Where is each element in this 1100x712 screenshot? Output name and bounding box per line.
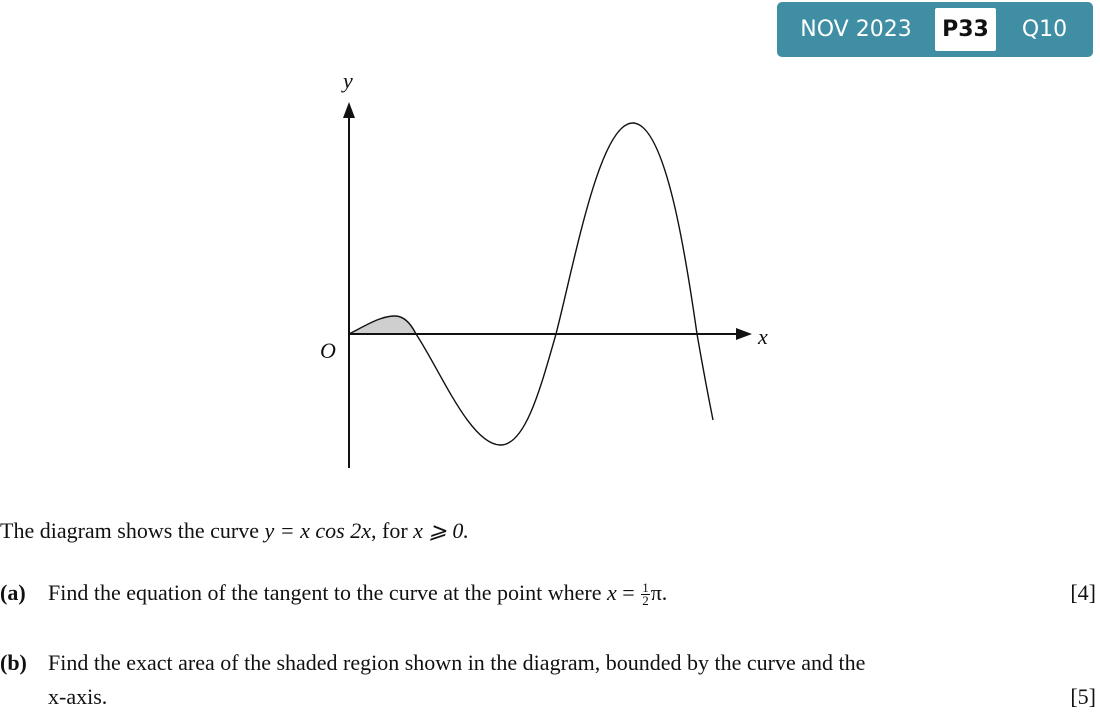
curve-diagram	[0, 60, 800, 480]
part-b-text-2: x-axis.	[48, 684, 108, 709]
question-badge	[777, 2, 1093, 57]
badge-session: NOV 2023	[800, 17, 912, 42]
intro-text-a: The diagram shows the curve	[0, 518, 265, 543]
origin-label: O	[320, 338, 336, 363]
part-b-line-2	[0, 684, 1098, 710]
part-b-marks: [5]	[1070, 684, 1096, 709]
fraction-numerator: 1	[642, 580, 649, 596]
part-a-line	[0, 580, 1098, 607]
part-b-line	[0, 650, 1098, 676]
curve	[349, 123, 713, 445]
intro-text-b: , for	[371, 518, 414, 543]
part-a-marks: [4]	[1070, 580, 1096, 605]
x-axis-arrow	[736, 328, 752, 340]
y-axis-arrow	[343, 102, 355, 118]
y-axis-label: y	[343, 68, 353, 93]
part-b-label: (b)	[0, 650, 27, 675]
part-a-equals: =	[616, 580, 641, 605]
fraction-denominator: 2	[642, 593, 649, 609]
part-a-text: Find the equation of the tangent to the curve at the point where	[48, 580, 608, 605]
part-a-fraction	[641, 582, 650, 607]
intro-line	[0, 518, 469, 544]
intro-condition: x ⩾ 0.	[413, 518, 469, 543]
part-a-pi: π.	[650, 580, 668, 605]
part-b-text: Find the exact area of the shaded region shown in the diagram, bounded by the curve and the	[48, 650, 866, 675]
badge-paper: P33	[935, 8, 996, 51]
x-axis-label: x	[758, 324, 768, 349]
intro-equation: y = x cos 2x	[264, 518, 371, 543]
badge-question: Q10	[1021, 17, 1068, 42]
part-a-label: (a)	[0, 580, 26, 605]
part-a-variable: x	[607, 580, 617, 605]
